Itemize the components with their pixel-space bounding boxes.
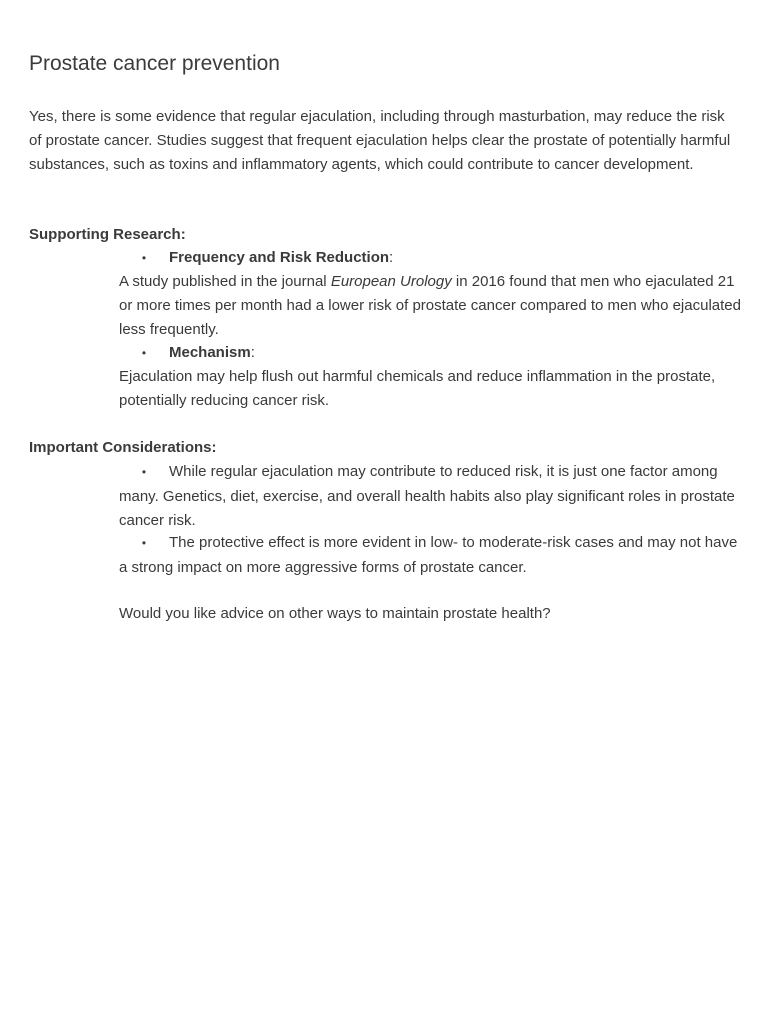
bullet-icon: • bbox=[141, 536, 147, 550]
consideration-item-2 bbox=[119, 531, 741, 580]
supporting-research-heading: Supporting Research: bbox=[29, 226, 186, 243]
bullet-icon: • bbox=[141, 346, 147, 360]
supporting-item-1-body bbox=[119, 270, 741, 341]
supporting-item-1-body-post: in 2016 found that men who ejaculated 21 or more times per month had a lower risk of prostate cancer compared to men who ejaculated less frequently. bbox=[119, 273, 741, 338]
bullet-icon: • bbox=[141, 465, 147, 479]
supporting-item-2-body: Ejaculation may help flush out harmful chemicals and reduce inflammation in the prostate, potentially reducing cancer risk. bbox=[119, 368, 716, 409]
consideration-item-2-text: The protective effect is more evident in low- to moderate-risk cases and may not have a strong impact on more aggressive forms of prostate cancer. bbox=[119, 534, 738, 576]
supporting-item-1-title: Frequency and Risk Reduction bbox=[169, 249, 390, 266]
intro-paragraph: Yes, there is some evidence that regular ejaculation, including through masturbation, may reduce the risk of prostate cancer. Studies suggest that frequent ejaculation helps clear the prostate of potentially harmful substances, such as toxins and inflammatory agents, which could contribute to cancer development. bbox=[29, 108, 731, 173]
bullet-icon: • bbox=[141, 251, 147, 265]
supporting-item-2-colon: : bbox=[250, 344, 255, 361]
page-title: Prostate cancer prevention bbox=[29, 52, 280, 75]
supporting-item-1-title-row bbox=[119, 246, 741, 271]
supporting-item-2-title-row bbox=[119, 341, 741, 366]
consideration-item-1-text: While regular ejaculation may contribute to reduced risk, it is just one factor among many. Genetics, diet, exercise, and overall health habits also play significant roles in prostate cancer risk. bbox=[119, 463, 735, 529]
supporting-item-1-colon: : bbox=[389, 249, 394, 266]
supporting-item-2-title: Mechanism bbox=[169, 344, 251, 361]
important-considerations-heading: Important Considerations: bbox=[29, 439, 217, 456]
closing-question: Would you like advice on other ways to maintain prostate health? bbox=[119, 605, 551, 622]
journal-name: European Urology bbox=[330, 273, 452, 290]
consideration-item-1 bbox=[119, 460, 741, 532]
supporting-item-1-body-pre: A study published in the journal bbox=[119, 273, 331, 290]
